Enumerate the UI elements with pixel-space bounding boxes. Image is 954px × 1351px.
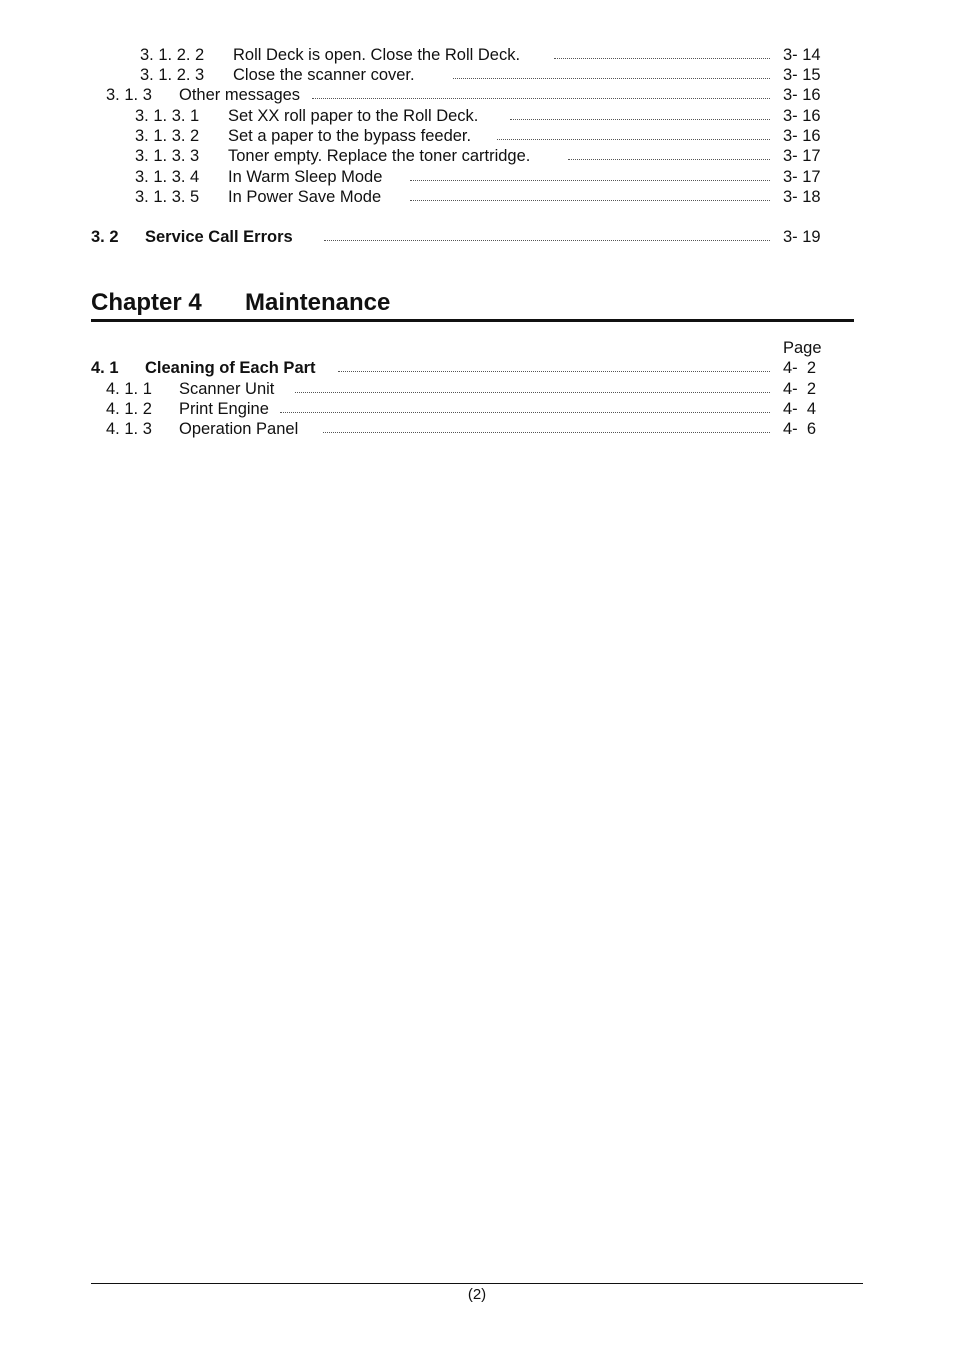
dot-leader bbox=[295, 392, 770, 393]
toc-entry-page: 4- 2 bbox=[783, 380, 817, 398]
dot-leader bbox=[497, 139, 770, 140]
dot-leader bbox=[554, 58, 770, 59]
dot-leader bbox=[323, 432, 770, 433]
dot-leader bbox=[453, 78, 770, 79]
dot-leader bbox=[338, 371, 770, 372]
toc-entry-page: 4- 2 bbox=[783, 359, 817, 377]
chapter-divider bbox=[91, 319, 854, 322]
toc-entry[interactable] bbox=[140, 45, 840, 65]
toc-entry-number: 4. 1. 2 bbox=[106, 400, 152, 418]
toc-entry-page: 3- 17 bbox=[783, 147, 821, 165]
toc-entry-title: Cleaning of Each Part bbox=[145, 359, 316, 377]
toc-entry-page: 3- 14 bbox=[783, 46, 821, 64]
toc-entry-page: 3- 16 bbox=[783, 127, 821, 145]
toc-entry-number: 3. 1. 2. 3 bbox=[140, 66, 205, 84]
toc-entry[interactable] bbox=[106, 399, 840, 419]
toc-entry-page: 3- 19 bbox=[783, 228, 821, 246]
toc-entry-title: Roll Deck is open. Close the Roll Deck. bbox=[233, 46, 521, 64]
toc-entry-number: 3. 1. 3. 5 bbox=[135, 188, 200, 206]
toc-entry-title: Toner empty. Replace the toner cartridge. bbox=[228, 147, 531, 165]
toc-entry-page: 4- 6 bbox=[783, 420, 817, 438]
toc-entry-title: Set a paper to the bypass feeder. bbox=[228, 127, 472, 145]
toc-section-entry[interactable] bbox=[91, 227, 840, 247]
toc-entry[interactable] bbox=[135, 146, 840, 166]
toc-entry-number: 3. 1. 3 bbox=[106, 86, 152, 104]
chapter-heading bbox=[91, 288, 854, 320]
toc-entry-number: 4. 1. 1 bbox=[106, 380, 152, 398]
toc-entry-number: 3. 1. 2. 2 bbox=[140, 46, 205, 64]
toc-entry[interactable] bbox=[135, 106, 840, 126]
dot-leader bbox=[410, 180, 770, 181]
toc-entry-number: 3. 1. 3. 2 bbox=[135, 127, 200, 145]
dot-leader bbox=[410, 200, 770, 201]
toc-entry-page: 3- 16 bbox=[783, 86, 821, 104]
toc-section-entry[interactable] bbox=[91, 358, 840, 378]
toc-entry[interactable] bbox=[140, 65, 840, 85]
toc-entry-title: In Power Save Mode bbox=[228, 188, 382, 206]
toc-entry-title: Set XX roll paper to the Roll Deck. bbox=[228, 107, 479, 125]
toc-entry[interactable] bbox=[135, 126, 840, 146]
toc-entry-title: Print Engine bbox=[179, 400, 269, 418]
toc-entry-number: 3. 2 bbox=[91, 228, 119, 246]
toc-entry-title: Service Call Errors bbox=[145, 228, 293, 246]
toc-entry-title: Other messages bbox=[179, 86, 301, 104]
toc-entry-page: 3- 16 bbox=[783, 107, 821, 125]
toc-entry-title: Scanner Unit bbox=[179, 380, 275, 398]
toc-entry-number: 3. 1. 3. 3 bbox=[135, 147, 200, 165]
toc-entry-title: Operation Panel bbox=[179, 420, 299, 438]
dot-leader bbox=[280, 412, 770, 413]
toc-entry[interactable] bbox=[106, 85, 840, 105]
toc-entry[interactable] bbox=[106, 379, 840, 399]
dot-leader bbox=[324, 240, 770, 241]
page-column-label: Page bbox=[783, 339, 822, 357]
toc-entry-page: 3- 18 bbox=[783, 188, 821, 206]
chapter-number: Chapter 4 bbox=[91, 289, 202, 316]
toc-entry-page: 4- 4 bbox=[783, 400, 817, 418]
toc-entry-title: In Warm Sleep Mode bbox=[228, 168, 383, 186]
dot-leader bbox=[312, 98, 770, 99]
dot-leader bbox=[568, 159, 770, 160]
toc-entry[interactable] bbox=[106, 419, 840, 439]
toc-entry-title: Close the scanner cover. bbox=[233, 66, 415, 84]
toc-entry[interactable] bbox=[135, 187, 840, 207]
chapter-title: Maintenance bbox=[245, 289, 391, 316]
footer-page-number: (2) bbox=[467, 1286, 487, 1303]
dot-leader bbox=[510, 119, 770, 120]
toc-entry-page: 3- 17 bbox=[783, 168, 821, 186]
toc-entry-page: 3- 15 bbox=[783, 66, 821, 84]
toc-entry-number: 4. 1 bbox=[91, 359, 119, 377]
toc-entry[interactable] bbox=[135, 167, 840, 187]
footer-divider bbox=[91, 1283, 863, 1284]
toc-entry-number: 4. 1. 3 bbox=[106, 420, 152, 438]
toc-entry-number: 3. 1. 3. 4 bbox=[135, 168, 200, 186]
toc-entry-number: 3. 1. 3. 1 bbox=[135, 107, 200, 125]
